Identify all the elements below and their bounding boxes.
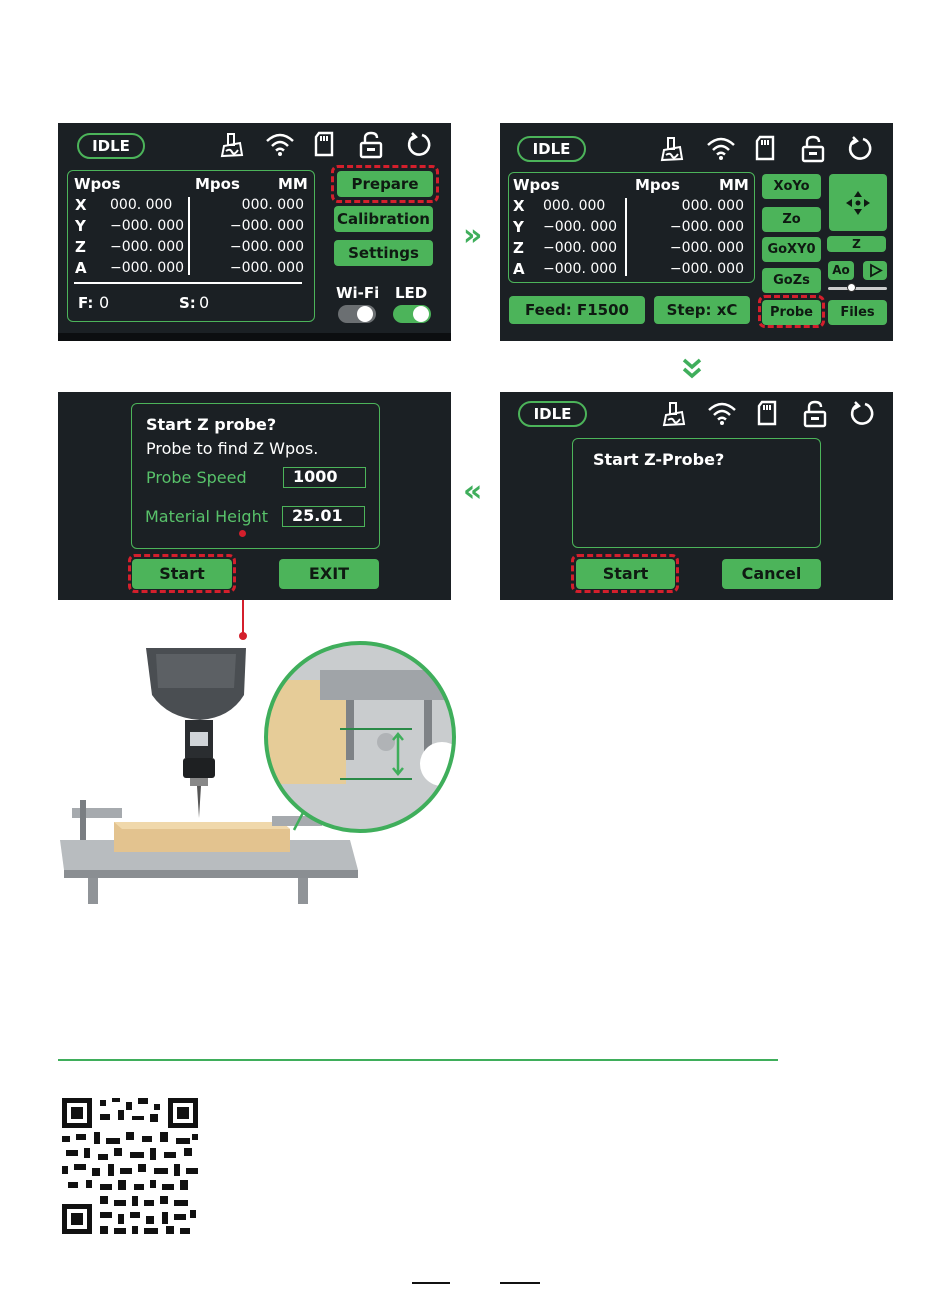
main-screen <box>58 123 451 341</box>
axis-label-a: A <box>75 259 87 277</box>
material-height-input[interactable]: 25.01 <box>282 506 365 527</box>
step-button[interactable]: Step: xC <box>654 296 750 324</box>
unlock-icon <box>802 400 828 428</box>
prepare-button[interactable]: Prepare <box>337 171 433 197</box>
set-xy-zero-button[interactable]: XoYo <box>762 174 821 199</box>
leader-line <box>242 600 244 635</box>
step-slider-track[interactable] <box>828 287 887 290</box>
confirm-question: Start Z-Probe? <box>593 450 725 469</box>
spindle-value: 0 <box>199 293 210 312</box>
column-divider <box>625 198 627 276</box>
mpos-header: Mpos <box>195 175 240 193</box>
status-badge: IDLE <box>517 136 586 162</box>
axis-label-z: Z <box>513 239 524 257</box>
jog-pad[interactable] <box>829 174 887 231</box>
status-badge: IDLE <box>77 133 145 159</box>
feed-value: 0 <box>99 293 110 312</box>
mpos-value-y: −000. 000 <box>669 219 744 235</box>
step-slider-handle[interactable] <box>847 283 856 292</box>
wifi-icon <box>264 131 296 157</box>
go-z-safe-button[interactable]: GoZs <box>762 268 821 293</box>
flow-arrow-right: » <box>463 218 483 253</box>
divider-line <box>74 282 302 284</box>
led-toggle-knob <box>413 306 429 322</box>
wpos-value-x: 000. 000 <box>110 197 173 213</box>
column-divider <box>188 197 190 275</box>
feed-button[interactable]: Feed: F1500 <box>509 296 645 324</box>
wpos-value-z: −000. 000 <box>543 240 618 256</box>
unit-header: MM <box>278 175 308 193</box>
mpos-value-a: −000. 000 <box>669 261 744 277</box>
sd-card-icon <box>313 131 335 157</box>
z-probe-confirm-screen <box>500 392 893 600</box>
wpos-value-a: −000. 000 <box>110 260 185 276</box>
axis-label-y: Y <box>513 218 524 236</box>
wifi-toggle-label: Wi-Fi <box>336 284 380 302</box>
cancel-button[interactable]: Cancel <box>722 559 821 589</box>
mpos-value-a: −000. 000 <box>229 260 304 276</box>
wpos-value-a: −000. 000 <box>543 261 618 277</box>
mpos-header: Mpos <box>635 176 680 194</box>
exit-button[interactable]: EXIT <box>279 559 379 589</box>
z-probe-settings-screen <box>58 392 451 600</box>
z-axis-button[interactable]: Z <box>827 236 886 252</box>
dialog-subtitle: Probe to find Z Wpos. <box>146 439 319 458</box>
play-icon <box>863 261 887 280</box>
leader-dot <box>239 632 247 640</box>
unlock-icon <box>358 131 384 159</box>
unit-header: MM <box>719 176 749 194</box>
refresh-icon[interactable] <box>846 135 874 163</box>
unlock-icon <box>800 135 826 163</box>
mpos-value-z: −000. 000 <box>229 239 304 255</box>
wifi-icon <box>705 135 737 161</box>
wpos-value-y: −000. 000 <box>110 218 185 234</box>
wpos-value-y: −000. 000 <box>543 219 618 235</box>
jog-arrows-icon <box>829 174 887 231</box>
qr-code-image <box>60 1096 200 1236</box>
files-button[interactable]: Files <box>828 300 887 325</box>
probe-speed-label: Probe Speed <box>146 468 247 487</box>
material-height-label: Material Height <box>145 507 268 526</box>
start-button[interactable]: Start <box>132 559 232 589</box>
axis-label-x: X <box>513 197 525 215</box>
section-divider <box>58 1059 778 1061</box>
refresh-icon[interactable] <box>848 400 876 428</box>
wpos-value-z: −000. 000 <box>110 239 185 255</box>
set-z-zero-button[interactable]: Zo <box>762 207 821 232</box>
feed-label: F: <box>78 294 94 312</box>
spindle-label: S: <box>179 294 196 312</box>
prepare-screen <box>500 123 893 341</box>
led-toggle-label: LED <box>395 284 428 302</box>
cnc-probe-illustration <box>50 640 470 910</box>
start-button[interactable]: Start <box>576 559 675 589</box>
axis-label-z: Z <box>75 238 86 256</box>
mpos-value-x: 000. 000 <box>681 198 744 214</box>
wpos-header: Wpos <box>513 176 560 194</box>
mpos-value-x: 000. 000 <box>241 197 304 213</box>
settings-button[interactable]: Settings <box>334 240 433 266</box>
mpos-value-z: −000. 000 <box>669 240 744 256</box>
engraving-file-icon <box>218 131 246 159</box>
axis-label-x: X <box>75 196 87 214</box>
wpos-header: Wpos <box>74 175 121 193</box>
status-badge: IDLE <box>518 401 587 427</box>
probe-button[interactable]: Probe <box>762 300 821 325</box>
qr-code <box>60 1096 200 1236</box>
refresh-icon[interactable] <box>405 131 433 159</box>
axis-label-y: Y <box>75 217 86 235</box>
led-toggle[interactable] <box>393 305 431 323</box>
play-button[interactable] <box>863 261 887 280</box>
a-axis-zero-button[interactable]: Ao <box>828 261 854 280</box>
probe-speed-input[interactable]: 1000 <box>283 467 366 488</box>
wifi-toggle[interactable] <box>338 305 376 323</box>
screen-bottom-bar <box>58 333 451 341</box>
engraving-file-icon <box>658 135 686 163</box>
go-xy-zero-button[interactable]: GoXY0 <box>762 237 821 262</box>
wpos-value-x: 000. 000 <box>543 198 606 214</box>
wifi-toggle-knob <box>357 306 373 322</box>
flow-arrow-left: « <box>463 474 483 509</box>
flow-arrow-down <box>680 357 704 379</box>
dialog-title: Start Z probe? <box>146 415 277 434</box>
calibration-button[interactable]: Calibration <box>334 206 433 232</box>
mpos-value-y: −000. 000 <box>229 218 304 234</box>
wifi-icon <box>706 400 738 426</box>
sd-card-icon <box>754 135 776 161</box>
engraving-file-icon <box>660 400 688 428</box>
footer-mark-right <box>500 1282 540 1284</box>
sd-card-icon <box>756 400 778 426</box>
axis-label-a: A <box>513 260 525 278</box>
pointer-dot <box>239 530 246 537</box>
footer-mark-left <box>412 1282 450 1284</box>
